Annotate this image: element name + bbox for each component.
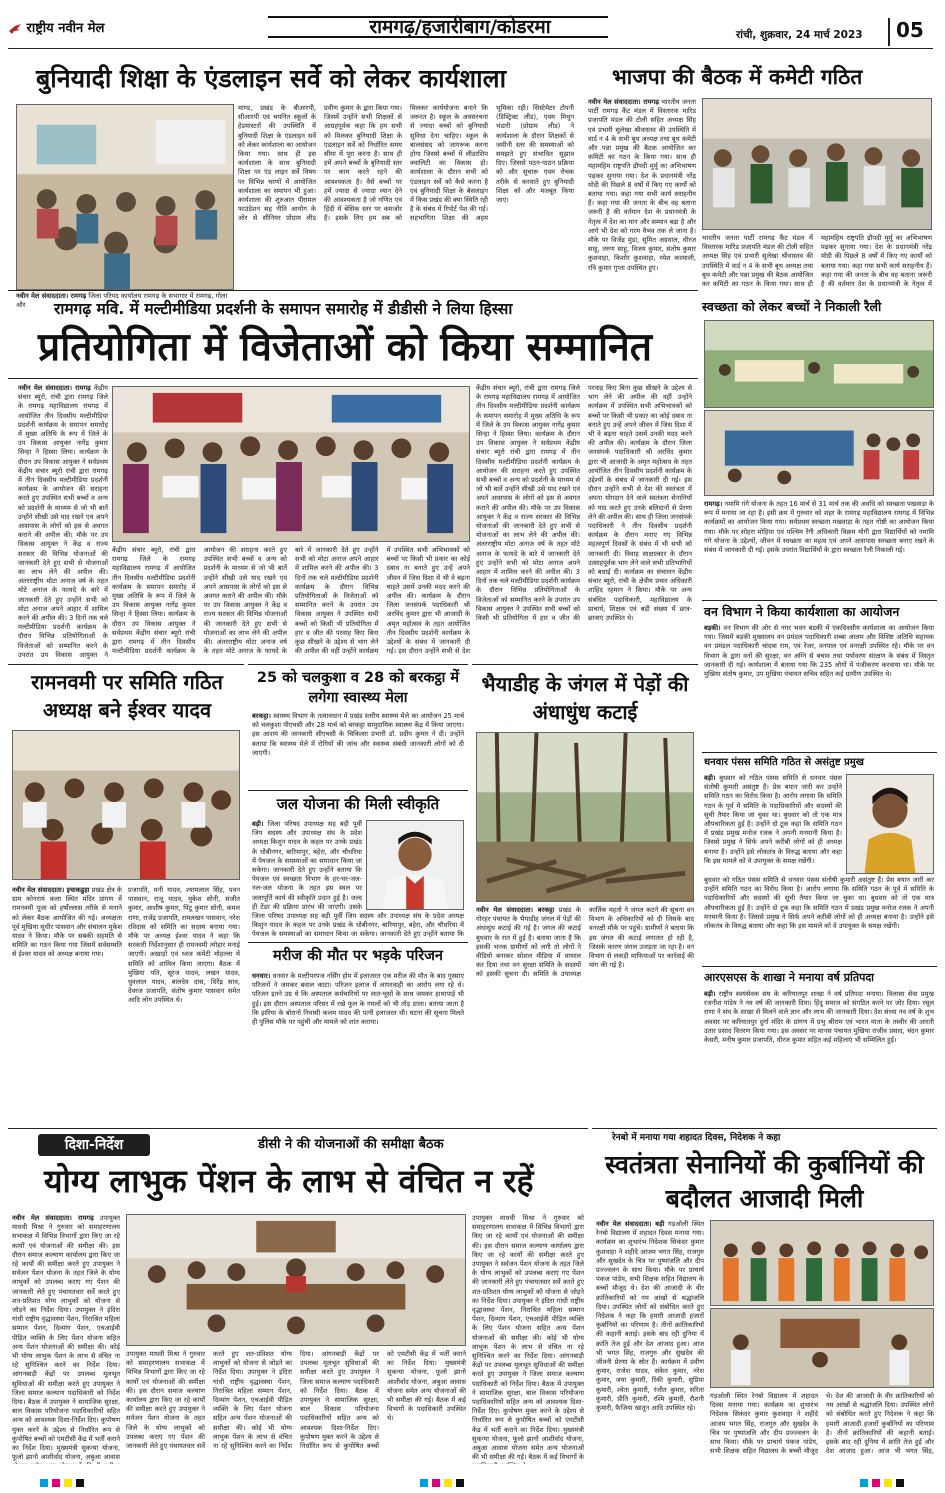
story-body: बड़की। वन विभाग की ओर से नगर भवन बड़की में एकदिवसीय कार्यशाला का आयोजन किया गया। जिसमें बड़की मुख्यालय वन प्रमंडल पदाधिकारी शब्बा आलम और विशिष्ट अतिथि सहायक वन प्रमंडल पदाधिकारी चांदबा राम, एवं रेंजर, वनपाल एवं वनरक्षी उपस्थित रहे। मौके पर वन विभाग के द्वारा वनों की सुरक्षा, वन अग्नि से बचाव तथा पर्यावरण संरक्षण के संबंध में विस्तृत जानकारी दी गई। कार्यशाला में बताया गया कि 235 लोगों में पंजीकरण करवाया था। मौके पर मुखिया संतोष कुमार, उप मुखिया पंचायत सचिव सहित कई ग्रामीण उपस्थित थे। [704, 624, 934, 679]
story-top-rule [702, 752, 937, 753]
story-top-rule [248, 664, 468, 665]
story-top-rule [8, 1128, 588, 1129]
story-top-rule [248, 942, 468, 943]
story-pension-review [8, 1128, 588, 1468]
story-ramnavami-committee [8, 664, 244, 1124]
story-body: माण्ड, प्रखंड के बीआरपी, सीआरपी एवं चयनित स्कूलों के हेडमास्टरों की उपस्थिति में बुनियादी शिक्षा के एंडलाइन सर्वे को लेकर कार्यशाला का आयोजन किया गया। साथ ही इस कार्यशाला के साथ बुनियादी शिक्षा पर एंड लाइन सर्वे विषय पर विभिन्न चरणों में आयोजित कार्यशाला का समापन भी हुआ। कार्यशाला की शुरुआत पीरामल फाउंडेशन सह नीति आयोग के ओर से सीनियर प्रोग्राम लीड प्रवीण कुमार के द्वारा किया गया। जिसमें उन्होंने सभी शिक्षकों से आग्रहपूर्वक कहा कि हम सभी को मिलकर बुनियादी शिक्षा के एंडलाइन सर्वे को निर्धारित समय सीमा में पूरा करना है। साथ ही हमें अपने बच्चों के बुनियादी स्तर पर काम करते रहने की आवश्यकता है। वैसे बच्चों पर हमें ज्यादा से ज्यादा ध्यान देने की आवश्यकता है जो गणित एवं हिंदी में बेसिक स्तर पर कमजोर हैं। इसके लिए हम सब को मिलकर कार्ययोजना बनाने कि जरूरत है। स्कूल के अवसंरचना से ज्यादा बच्चों को बुनियादी सुविधा देना चाहिए। स्कूल के बालसंसद को जागरूक करना होगा जिससे बच्चों में लीडरशिप क्वालिटी का विकास हो। कार्यशाला के दौरान सभी को एंडलाइन सर्वे को कैसे करना है एवं बुनियादी शिक्षा के बेसलाइन में किस प्रखंड की क्या स्थिति रही है के संबंध में रिपोर्ट पेश की गई। सहभागिता शिक्षा की अहम भूमिका रही। सिस्टेमेटर टोपनी (डिस्ट्रिक्ट लीड), एवम मिथुन भंडारी (प्रोग्राम लीड) ने कार्यशाला के दौरान शिक्षकों से जमीनी स्तर की समस्याओं को समझते हुए संभावित सुझाव दिए। जिससे पठन-पाठन प्रक्रिया को और सुचारू एवम रोचक तरीके से करवाते हुए बुनियादी शिक्षा को और मजबूत किया जाए। [238, 104, 574, 223]
story-headline: मरीज की मौत पर भड़के परिजन [273, 948, 443, 964]
story-body-col1: नवीन मेल संवाददाता। बड़ी गड़ओली स्थित रेनबो विद्यालय में शहादत दिवस मनाया गया। कार्यक्रम का शुभारंभ निदेशक सिकंदर कुमार कुशवाहा ने शहीदे आजम भगत सिंह, राजगुरु और सुखदेव के चित्र पर पुष्पांजलि और दीप प्रज्ज्वलन के साथ किया। मौके पर प्राचार्य पंकज पांडेय, सभी शिक्षक सहित विद्यालय के बच्चों मौजूद थे। देश की आजादी के वीर क्रांतिकारियों को नम आंखों से श्रद्धांजलि दिया। उपस्थित लोगों को संबोधित करते हुए निदेशक ने कहा कि हमारी आजादी हजारों कुर्बानियों का परिणाम है। तीनों क्रांतिकारियों की कहानी बताई। इसके बाद रही दुनिया में क्रांति तेज हुई और देश आजाद हुआ। आज भी भगत सिंह, राजगुरु और सुखदेव की जीवनी प्रेरणा के स्रोत हैं। कार्यक्रम में प्रवीण कुमार, राजेश यादव, संकेत कुमार, नरेश कुमार, जया कुमारी, रिंकी कुमारी, सुप्रिया कुमारी, श्वेता कुमारी, रंजीत कुमार, सरिता कुमारी, प्रीति कुमारी, रश्मि कुमारी, रौशनी कुमारी, फैजिया खातून आदि उपस्थित रहे। [596, 1220, 704, 1413]
story-body: धनवार। धनवार के मल्टीपरपज नर्सिंग होम में इलाजरत एक मरीज की मौत के बाद गुस्साए परिजनों ने जमकर बवाल काटा। परिजन इलाज में लापरवाही का आरोप लगा रहे थे। परिजन इतने उग्र थे कि अस्पताल कर्मचारियों पर लात-घूसों के साथ जमकर हाथापाई भी हुई। इस दौरान अस्पताल परिसर में रखे फूल के गमलों को भी तोड़ डाला। बताया जाता है कि झरिया के बोरानो निवासी कलम यादव की पत्नी इलाजरत थी। घटना की सूचना मिलते ही पुलिस मौके पर पहुंची और मामले को शांत कराया। [252, 972, 464, 1027]
story-headline: आरएसएस के शाखा ने मनाया वर्ष प्रतिपदा [704, 971, 875, 984]
story-headline: प्रतियोगिता में विजेताओं को किया सम्मानित [38, 325, 653, 370]
story-health-fair [248, 664, 468, 790]
story-top-rule [702, 600, 937, 601]
forest-photo [476, 732, 694, 902]
story-headline: बुनियादी शिक्षा के एंडलाइन सर्वे को लेकर कार्यशाला [36, 64, 507, 93]
story-headline: रामनवमी पर समिति गठित अध्यक्ष बने ईश्वर यादव [31, 670, 223, 722]
portrait-photo [366, 820, 464, 910]
story-body-col2: प्रजापति, मनी यादव, श्यामलाल सिंह, पवन पासवान, राजू यादव, मुकेश सोनी, संजीत कुमार, आशीष कुमार, पिंटू कुमार सोनी, कमल राणा, राजेंद्र प्रजापति, रामलखन पासवान, नरेश रविदास को समिति का सदस्य बनाया गया। मौके पर अध्यक्ष ईश्वर यादव ने कहा कि सरकारी निर्देशानुसार ही रामनवमी त्योहार मनाई जाएगी। अखाड़ों एवं ध्वज कमेटी मोहल्ला में समिति को शामिल किया जाएगा। बैठक में मुखिया पति, सूरज यादव, लखन यादव, धुवलाल यादव, बालदेव दास, धिरेंद्र साव, देवरज प्रजापति, संतोष कुमार पासवान समेत आदि लोग उपस्थित थे। [128, 886, 240, 1005]
story-top-rule [248, 790, 468, 791]
story-rss-shakha [702, 966, 937, 1124]
meeting-photo [12, 730, 240, 880]
story-headline: भाजपा की बैठक में कमेटी गठित [612, 65, 863, 89]
story-continuation: बुधवार को गठित पंसस समिति से धनवार पंसस संतोषी कुमारी असंतुष्ट हैं। प्रेस बयान जारी कर उन्होंने समिति गठन का विरोध किया है। आरोप लगाया कि समिति गठन के पूर्व में समिति के पदाधिकारियों और सदस्यों की सूची तैयार किया जा चुका था। बुधवार को तो एक मात्र औपचारिकता हुई है। उन्होंने दो टूक कहा कि समिति गठन में प्रखंड प्रमुख मनोज रजक ने अपनी मनमानी किया है। जिससे प्रमुख ने सिर्फ अपने करीबी लोगों को ही अध्यक्ष बनाया है। उन्होंने इसे लोकतंत्र के विरुद्ध बताया और कहा कि इस मामले को वे उपायुक्त के समक्ष रखेंगी। [704, 876, 934, 931]
ceremony-photo-top [710, 1220, 934, 1306]
page-number: 05 [896, 18, 924, 42]
story-top-rule [8, 290, 698, 291]
rally-photo-top [704, 320, 934, 408]
story-multimedia-exhibition [8, 290, 698, 662]
story-body-col1: नवीन मेल संवाददाता। रामगढ़ उपायुक्त माधवी मिश्रा ने गुरुवार को समाहरणालय सभाकक्ष में विभिन्न विभागों द्वारा किए जा रहे कार्यों एवं योजनाओं की समीक्षा की। इस दौरान समाज कल्याण कार्यालय द्वारा किए जा रहे कार्यों की समीक्षा करते हुए उपायुक्त ने सर्वजन पेंशन योजना के तहत जिले के योग्य लाभुकों को उपलब्ध कराए गए पेंशन की जानकारी लेते हुए पंचायतवार सर्वे करते हुए शत-प्रतिशत योग्य लाभुकों को योजना से जोड़ने का निर्देश दिया। उपायुक्त ने इंदिरा गांधी राष्ट्रीय वृद्धावस्था पेंशन, निराश्रित महिला सम्मान पेंशन, दिव्यांग पेंशन, एचआईवी पीड़ित व्यक्ति के लिए पेंशन योजना सहित अन्य पेंशन योजनाओं की समीक्षा की। कोई भी योग्य लाभुक पेंशन के लाभ से वंचित ना रहे सुनिश्चित करने का निर्देश दिया। आंगनबाड़ी केंद्रों पर उपलब्ध मूलभूत सुविधाओं की समीक्षा करते हुए उपायुक्त ने जिला समाज कल्याण पदाधिकारी को निर्देश दिया। बैठक में उपायुक्त ने सामाजिक सुरक्षा, बाल विकास परियोजना पदाधिकारियों सहित अन्य को आवश्यक दिशा-निर्देश दिए। कुपोषण मुक्त करने के उद्देश्य से निर्धारित रूप से कुपोषित बच्चों को एमटीसी केंद्र में भर्ती कराने का निर्देश दिया। मुख्यमंत्री सुकन्या योजना, फूलो झानो आशीर्वाद योजना, अबुआ आवास [12, 1214, 120, 1462]
story-body: बड़ी। राष्ट्रीय स्वयंसेवक संघ के करियातपुर शाखा ने वर्ष प्रतिपदा मनाया। विलासा सेवा प्रमुख रजनीश पांडेय ने नव वर्ष की जानकारी दिया। हिंदु समाज को संगठित करने पर जोर दिया। रसूल राणा ने संघ के शाखा से मिलने वाले ज्ञान और लाभ की जानकारी दिया। देश संध्या नव वर्ष के शुभ अवसर पर करियातपुर दुर्गा मंदिर के प्रांगण में प्रभु श्रीराम एवं भारत माता के तस्वीर की आरती उतार प्रसाद वितरण किया गया। इस अवसर पर मानस पंचायत मुखिया राजीव प्रसाद, चंदन कुमार केसरी, मनीष कुमार प्रजापति, धीरज कुमार सहित कई महिलाएं भी सम्मिलित हुईं। [704, 990, 934, 1045]
bird-icon [8, 23, 22, 35]
story-headline: वन विभाग ने किया कार्यशाला का आयोजन [704, 604, 900, 619]
story-body: नवीन मेल संवाददाता। रामगढ़ भारतीय जनता पार्टी रामगढ़ कैंट मंडल में विस्तारक मारिड प्रजापति मंडल की टोली सहित अध्यक्ष सिंह एवं प्रभारी सुलेखा श्रीवास्तव की उपस्थिति में वार्ड न 4 के सभी बूथ अध्यक्ष तथा बूथ कमेटी और पन्ना प्रमुख की बैठक आयोजित कर कमिटी का गठन के किया गया। साथ ही महामहिम राष्ट्रपति द्रौपदी मुर्मू का अभिभाषण पढ़कर सुनाया गया। देश के प्रधानमंत्री नरेंद्र मोदी की पिछले 8 वर्षों में किए गए कार्यों को बताया गया। कहा गया सभी कार्य सराहनीय हैं। कहा गया की जनता के बीच वह बताना जरूरी है की वर्तमान देश के प्रधानमंत्री के नेतृत्व में देश का मान और सम्मान बढ़ा है और आगे भी देश को गरम वैभव तक ले जाना है। मौके पर विजेंद्र मुंडा, सुमित अग्रवाल, धीरज साहू, तरुण साहू, विजय कुमार, संतोष कुमार कुशवाहा, किशोर कुशवाहा, रमेश करमाली, रवि कुमार गुप्ता उपस्थित हुए। [588, 98, 696, 272]
headline-rule [8, 378, 698, 379]
story-headline: स्वच्छता को लेकर बच्चों ने निकाली रैली [702, 299, 882, 314]
story-cleanliness-rally [702, 290, 937, 600]
story-body-cols: उपायुक्त माधवी मिश्रा ने गुरुवार को समाहरणालय सभाकक्ष में विभिन्न विभागों द्वारा किए जा रहे कार्यों एवं योजनाओं की समीक्षा की। इस दौरान समाज कल्याण कार्यालय द्वारा किए जा रहे कार्यों की समीक्षा करते हुए उपायुक्त ने सर्वजन पेंशन योजना के तहत जिले के योग्य लाभुकों को उपलब्ध कराए गए पेंशन की जानकारी लेते हुए पंचायतवार सर्वे करते हुए शत-प्रतिशत योग्य लाभुकों को योजना से जोड़ने का निर्देश दिया। उपायुक्त ने इंदिरा गांधी राष्ट्रीय वृद्धावस्था पेंशन, निराश्रित महिला सम्मान पेंशन, दिव्यांग पेंशन, एचआईवी पीड़ित व्यक्ति के लिए पेंशन योजना सहित अन्य पेंशन योजनाओं की समीक्षा की। कोई भी योग्य लाभुक पेंशन के लाभ से वंचित ना रहे सुनिश्चित करने का निर्देश दिया। आंगनबाड़ी केंद्रों पर उपलब्ध मूलभूत सुविधाओं की समीक्षा करते हुए उपायुक्त ने जिला समाज कल्याण पदाधिकारी को निर्देश दिया। बैठक में उपायुक्त ने सामाजिक सुरक्षा, बाल विकास परियोजना पदाधिकारियों सहित अन्य को आवश्यक दिशा-निर्देश दिए। कुपोषण मुक्त करने के उद्देश्य से निर्धारित रूप से कुपोषित बच्चों को एमटीसी केंद्र में भर्ती कराने का निर्देश दिया। मुख्यमंत्री सुकन्या योजना, फूलो झानो आशीर्वाद योजना, अबुआ आवास योजना समेत अन्य योजनाओं की भी समीक्षा की गई। बैठक में कई विभागों के पदाधिकारी उपस्थित थे। [126, 1350, 466, 1451]
review-meeting-photo [126, 1214, 466, 1346]
story-body: बड़ी। बुधवार को गठित पंसस समिति से धनवार पंसस संतोषी कुमारी असंतुष्ट हैं। प्रेस बयान जारी कर उन्होंने समिति गठन का विरोध किया है। आरोप लगाया कि समिति गठन के पूर्व में समिति के पदाधिकारियों और सदस्यों की सूची तैयार किया जा चुका था। बुधवार को तो एक मात्र औपचारिकता हुई है। उन्होंने दो टूक कहा कि समिति गठन में प्रखंड प्रमुख मनोज रजक ने अपनी मनमानी किया है। जिससे प्रमुख ने सिर्फ अपने करीबी लोगों को ही अध्यक्ष बनाया है। उन्होंने इसे लोकतंत्र के विरुद्ध बताया और कहा कि इस मामले को वे उपायुक्त के समक्ष रखेंगी। [704, 774, 842, 865]
story-kicker: डीसी ने की योजनाओं की समीक्षा बैठक [258, 1137, 444, 1152]
rally-photo-bottom [704, 410, 934, 496]
story-tree-felling [472, 664, 698, 1124]
masthead-rule [8, 48, 933, 49]
workshop-photo [16, 104, 234, 290]
story-kicker: रामगढ़ मवि. में मल्टीमीडिया प्रदर्शनी के समापन समारोह में डीडीसी ने लिया हिस्सा [54, 300, 513, 318]
story-headline: स्वतंत्रता सेनानियों की कुर्बानियों की बदौलत आजादी मिली [605, 1150, 924, 1213]
story-headline: धनवार पंसस समिति गठित से असंतुष्ट प्रमुख [704, 757, 864, 768]
story-body-right: केंद्रीय संचार ब्यूरो, रांची द्वारा रामगढ़ जिले के रामगढ़ महाविद्यालय रामगढ़ में आयोजित तीन दिवसीय मल्टीमीडिया प्रदर्शनी कार्यक्रम के समापन समारोह में मुख्य अतिथि के रूप में जिले के उप विकास आयुक्त नागेंद्र कुमार सिन्हा ने हिस्सा लिया। कार्यक्रम के दौरान उप विकास आयुक्त ने सर्वप्रथम केंद्रीय संचार ब्यूरो रांची द्वारा रामगढ़ में तीन दिवसीय मल्टीमीडिया प्रदर्शनी कार्यक्रम के आयोजन की सराहना करते हुए उपस्थित सभी बच्चों व अन्य को प्रदर्शनी के माध्यम से जो भी बातें उन्होंने सीखी उसे याद रखने एवं अपने आसपास के लोगों को इस से अवगत कराने की अपील की। मौके पर उप विकास आयुक्त ने केंद्र व राज्य सरकार की विभिन्न योजनाओं की जानकारी देते हुए सभी से योजनाओं का लाभ लेने की अपील की। अंतरराष्ट्रीय मोटा अनाज वर्ष के तहत मोटे अनाज के फायदे के बारे में जानकारी देते हुए उन्होंने सभी को मोटा अनाज अपने आहार में शामिल करने की अपील की। 3 दिनों तक चले मल्टीमीडिया प्रदर्शनी कार्यक्रम के दौरान विभिन्न प्रतियोगिताओं के विजेताओं को सम्मानित करने के उपरांत उप विकास आयुक्त ने उपस्थित सभी बच्चों को किसी भी प्रतियोगिता में हार व जीत की परवाह किए बिना कुछ सीखने के उद्देश्य से भाग लेने की अपील की वहीं उन्होंने कार्यक्रम में उपस्थित सभी अभिभावकों को बच्चों पर किसी भी प्रकार का कोई दबाव ना बनाते हुए उन्हें अपने जीवन में जिस दिशा में भी वे बढ़ना चाहते उसमें उनकी मदद करने की अपील की। कार्यक्रम के दौरान जिला जनसंपर्क पदाधिकारी श्री अरविंद कुमार द्वारा भी आजादी के अमृत महोत्सव के तहत आयोजित तीन दिवसीय प्रदर्शनी कार्यक्रम के उद्देश्यों के संबंध में जानकारी दी गई। इस दौरान उन्होंने सभी से देश की स्वतंत्रता में अपना योगदान देने वाले स्वतंत्रता सेनानियों को याद करते हुए उनके बलिदानों से प्रेरणा लेने की अपील की। साथ ही जिला जनसंपर्क पदाधिकारी ने तीन दिवसीय प्रदर्शनी कार्यक्रम के दौरान मनाए गए विभिन्न महत्वपूर्ण दिवसों के संबंध में भी सभी को जानकारी दी। विवाह साक्षात्कार के दौरान उत्साहपूर्वक भाग लेने वाले सभी प्रतिभागियों को बधाई दी। कार्यक्रम का संचालन केंद्रीय संचार ब्यूरो, रांची के क्षेत्रीय प्रचार अधिकारी शाहिद रहमान ने किया। मौके पर अन्य संबंधित पदाधिकारी, महाविद्यालय के प्राचार्य, शिक्षक एवं बड़ी संख्या में छात्र-छात्राएं उपस्थित थे। [476, 384, 692, 623]
story-dhanwar-committee [702, 752, 937, 966]
portrait-photo [846, 774, 934, 874]
story-body-right: उपायुक्त माधवी मिश्रा ने गुरुवार को समाहरणालय सभाकक्ष में विभिन्न विभागों द्वारा किए जा रहे कार्यों एवं योजनाओं की समीक्षा की। इस दौरान समाज कल्याण कार्यालय द्वारा किए जा रहे कार्यों की समीक्षा करते हुए उपायुक्त ने सर्वजन पेंशन योजना के तहत जिले के योग्य लाभुकों को उपलब्ध कराए गए पेंशन की जानकारी लेते हुए पंचायतवार सर्वे करते हुए शत-प्रतिशत योग्य लाभुकों को योजना से जोड़ने का निर्देश दिया। उपायुक्त ने इंदिरा गांधी राष्ट्रीय वृद्धावस्था पेंशन, निराश्रित महिला सम्मान पेंशन, दिव्यांग पेंशन, एचआईवी पीड़ित व्यक्ति के लिए पेंशन योजना सहित अन्य पेंशन योजनाओं की समीक्षा की। कोई भी योग्य लाभुक पेंशन के लाभ से वंचित ना रहे सुनिश्चित करने का निर्देश दिया। आंगनबाड़ी केंद्रों पर उपलब्ध मूलभूत सुविधाओं की समीक्षा करते हुए उपायुक्त ने जिला समाज कल्याण पदाधिकारी को निर्देश दिया। बैठक में उपायुक्त ने सामाजिक सुरक्षा, बाल विकास परियोजना पदाधिकारियों सहित अन्य को आवश्यक दिशा-निर्देश दिए। कुपोषण मुक्त करने के उद्देश्य से निर्धारित रूप से कुपोषित बच्चों को एमटीसी केंद्र में भर्ती कराने का निर्देश दिया। मुख्यमंत्री सुकन्या योजना, फूलो झानो आशीर्वाद योजना, अबुआ आवास योजना समेत अन्य योजनाओं की भी समीक्षा की गई। बैठक में कई विभागों के [472, 1214, 584, 1462]
photo-caption: नवीन मेल संवाददाता। रामगढ़ जिला परियद कार्यालय रामगढ़ के सभागार में रामगढ़, गोला और [16, 292, 228, 309]
story-top-rule [592, 1128, 937, 1129]
story-headline: योग्य लाभुक पेंशन के लाभ से वंचित न रहें [44, 1162, 534, 1200]
story-body-cols: गड़ओली स्थित रेनबो विद्यालय में शहादत दिवस मनाया गया। कार्यक्रम का शुभारंभ निदेशक सिकंदर कुमार कुशवाहा ने शहीदे आजम भगत सिंह, राजगुरु और सुखदेव के चित्र पर पुष्पांजलि और दीप प्रज्ज्वलन के साथ किया। मौके पर प्राचार्य पंकज पांडेय, सभी शिक्षक सहित विद्यालय के बच्चों मौजूद थे। देश की आजादी के वीर क्रांतिकारियों को नम आंखों से श्रद्धांजलि दिया। उपस्थित लोगों को संबोधित करते हुए निदेशक ने कहा कि हमारी आजादी हजारों कुर्बानियों का परिणाम है। तीनों क्रांतिकारियों की कहानी बताई। इसके बाद रही दुनिया में क्रांति तेज हुई और देश आजाद हुआ। आज भी भगत सिंह, [710, 1392, 934, 1456]
story-tag-label: दिशा-निर्देश [64, 1137, 124, 1153]
story-top-rule [8, 664, 244, 665]
story-continuation: भारतीय जनता पार्टी रामगढ़ कैंट मंडल में विस्तारक मारिड प्रजापति मंडल की टोली सहित अध्यक्ष सिंह एवं प्रभारी सुलेखा श्रीवास्तव की उपस्थिति में वार्ड न 4 के सभी बूथ अध्यक्ष तथा बूथ कमेटी और पन्ना प्रमुख की बैठक आयोजित कर कमिटी का गठन के किया गया। साथ ही महामहिम राष्ट्रपति द्रौपदी मुर्मू का अभिभाषण पढ़कर सुनाया गया। देश के प्रधानमंत्री नरेंद्र मोदी की पिछले 8 वर्षों में किए गए कार्यों को बताया गया। कहा गया सभी कार्य सराहनीय हैं। कहा गया की जनता के बीच वह बताना जरूरी है की वर्तमान देश के प्रधानमंत्री के नेतृत्व में [702, 234, 932, 289]
page-number-divider [888, 18, 890, 46]
story-body: रामगढ़। नमामि गंगे योजना के तहत 16 मार्च से 31 मार्च तक की अवधि को स्वच्छता पखवाड़ा के रूप में मनाया जा रहा है। इसी क्रम में गुरुवार को शहर के रामगढ़ महाविद्यालय रामगढ़ में विभिन्न कार्यक्रमों का आयोजन किया गया। सर्वप्रथम स्वच्छता पखवाड़ा के तहत गोष्ठी का आयोजन किया गया। मौके पर सोहरा मोहिया एवं पश्चिम रेंगी अधिकारी विक्रम योगी द्वारा विद्यार्थियों को नमामि गंगे योजना के उद्देश्यों, जीवन में स्वच्छता का महत्व एवं अपने आसपास स्वच्छता बनाए रखने के संबंध में जानकारी दी गई। इसके उपरांत विद्यार्थियों के द्वारा स्वच्छता रैली निकाली गई। [704, 500, 934, 555]
story-body: बरकट्ठा। स्वास्थ्य विभाग के तत्वावधान में प्रखंड स्तरीय स्वास्थ्य मेले का आयोजन 25 मार्च को चलकुशा पीएचसी और 28 मार्च को बरकट्ठा सामुदायिक स्वास्थ्य केंद्र में किया जाएगा। इस आशय की जानकारी सीएचसी के चिकित्सा प्रभारी डॉ. प्रदीप कुमार ने दी। उन्होंने बताया कि स्वास्थ्य मेले में रोगियों की जांच और स्वास्थ्य संबंधी जानकारी लोगों को दी जाएगी। [252, 712, 464, 757]
story-top-rule [702, 966, 937, 967]
story-body-cols: केंद्रीय संचार ब्यूरो, रांची द्वारा रामगढ़ जिले के रामगढ़ महाविद्यालय रामगढ़ में आयोजित तीन दिवसीय मल्टीमीडिया प्रदर्शनी कार्यक्रम के समापन समारोह में मुख्य अतिथि के रूप में जिले के उप विकास आयुक्त नागेंद्र कुमार सिन्हा ने हिस्सा लिया। कार्यक्रम के दौरान उप विकास आयुक्त ने सर्वप्रथम केंद्रीय संचार ब्यूरो रांची द्वारा रामगढ़ में तीन दिवसीय मल्टीमीडिया प्रदर्शनी कार्यक्रम के आयोजन की सराहना करते हुए उपस्थित सभी बच्चों व अन्य को प्रदर्शनी के माध्यम से जो भी बातें उन्होंने सीखी उसे याद रखने एवं अपने आसपास के लोगों को इस से अवगत कराने की अपील की। मौके पर उप विकास आयुक्त ने केंद्र व राज्य सरकार की विभिन्न योजनाओं की जानकारी देते हुए सभी से योजनाओं का लाभ लेने की अपील की। अंतरराष्ट्रीय मोटा अनाज वर्ष के तहत मोटे अनाज के फायदे के बारे में जानकारी देते हुए उन्होंने सभी को मोटा अनाज अपने आहार में शामिल करने की अपील की। 3 दिनों तक चले मल्टीमीडिया प्रदर्शनी कार्यक्रम के दौरान विभिन्न प्रतियोगिताओं के विजेताओं को सम्मानित करने के उपरांत उप विकास आयुक्त ने उपस्थित सभी बच्चों को किसी भी प्रतियोगिता में हार व जीत की परवाह किए बिना कुछ सीखने के उद्देश्य से भाग लेने की अपील की वहीं उन्होंने कार्यक्रम में उपस्थित सभी अभिभावकों को बच्चों पर किसी भी प्रकार का कोई दबाव ना बनाते हुए उन्हें अपने जीवन में जिस दिशा में भी वे बढ़ना चाहते उसमें उनकी मदद करने की अपील की। कार्यक्रम के दौरान जिला जनसंपर्क पदाधिकारी श्री अरविंद कुमार द्वारा भी आजादी के अमृत महोत्सव के तहत आयोजित तीन दिवसीय प्रदर्शनी कार्यक्रम के उद्देश्यों के संबंध में जानकारी दी गई। इस दौरान उन्होंने सभी से देश [112, 546, 470, 656]
story-patient-death [248, 942, 468, 1124]
story-headline: भैयाडीह के जंगल में पेड़ों की अंधाधुंध कटाई [481, 672, 689, 724]
story-water-scheme [248, 790, 468, 942]
masthead [0, 0, 945, 50]
story-continuation: जिला परिषद उपाध्यक्ष सह बड़ी पूर्वी जिप सदस्य और उपाध्यक्ष संघ के प्रदेश अध्यक्ष किशुन यादव के कहल पर उनके प्रखंड के धोबीनगर, बारियापुर, बहेरा, और चौधरिया में पेयजल के समस्याओं का समाधान किया जा सकेगा। जानकारी देते हुए उन्होंने बताया कि [252, 912, 464, 939]
color-registration-strip [0, 1474, 945, 1486]
story-headline: 25 को चलकुशा व 28 को बरकट्ठा में लगेगा स्वास्थ्य मेला [256, 670, 460, 706]
story-body-col1: नवीन मेल संवाददाता। इचाकडुहा प्रखंड क्षेत्र के ग्राम कोनरायं कला स्थित मंदिर प्रांगण में रामनवमी पूजा को हर्षोल्लास तरीके से मनाने को लेकर बैठक आयोजित की गई। अध्यक्षता पूर्व मुखिया सुधीर पासवान और संचालन मुकेश यादव ने किया। मौके पर सबकी सहमति से समिति का गठन किया गया जिसमें सर्वसम्मति से ईश्वर यादव को अध्यक्ष बनाया गया। [12, 886, 122, 959]
story-top-rule [472, 664, 698, 665]
ceremony-photo-bottom [710, 1308, 934, 1388]
section-title: रामगढ़/हजारीबाग/कोडरमा [369, 16, 551, 38]
story-headline: जल योजना की मिली स्वीकृति [276, 795, 440, 813]
meeting-photo [702, 98, 932, 230]
story-body: नवीन मेल संवाददाता। बरकट्ठा प्रखंड के गोरहर पंचायत के भैयाडीह जंगल में पेड़ों की अंधाधुंध कटाई की गई है। जंगल की कटाई बुधवार के रात में हुई है। बताया जाता है कि इसकी भनक ग्रामीणों को लगी तो लोगों ने वीडियो बनाकर सोशल मीडिया में वायरल कर दिया तथा वन सुरक्षा समिति के सदस्यों को इसकी सूचना दी। समिति के उपाध्यक्ष कार्तिक महतो ने जंगल कटने की सूचना वन विभाग के अधिकारियों को दी जिसके बाद वनरक्षी मौके पर पहुंचे। ग्रामीणों ने बताया कि इस जंगल की कटाई लगातार हो रही है, जिसके कारण जंगल उजड़ता जा रहा है। वन विभाग से लकड़ी माफियाओं पर कार्रवाई की मांग की गई है। [476, 906, 694, 979]
logo: राष्ट्रीय नवीन मेल [8, 18, 104, 36]
prize-ceremony-photo [112, 386, 470, 542]
story-martyrs-day [592, 1128, 937, 1468]
story-bjp-meeting [582, 56, 937, 306]
story-kicker: रेनबो में मनाया गया शहादत दिवस, निदेशक ने कहा [612, 1133, 781, 1143]
story-forest-dept-workshop [702, 600, 937, 750]
story-body: बड़ी। जिला परिषद उपाध्यक्ष सह बड़ी पूर्वी जिप सदस्य और उपाध्यक्ष संघ के प्रदेश अध्यक्ष किशुन यादव के कहल पर उनके प्रखंड के धोबीनगर, बारियापुर, बहेरा, और चौधरिया में पेयजल के समस्याओं का समाधान किया जा सकेगा। जानकारी देते हुए उन्होंने बताया कि पेयजल एवं स्वच्छता विभाग के हर-घर-जल-नल-जल योजना के तहत इस स्थल पर जलापूर्ति कार्य की स्वीकृति प्रदान हुई है। जल्द ही टेंडर की प्रक्रिया प्रारंभ की जाएगी। उसके [252, 820, 362, 910]
dateline: रांची, शुक्रवार, 24 मार्च 2023 [736, 29, 863, 41]
story-body-col1: नवीन मेल संवाददाता। रामगढ़ केंद्रीय संचार ब्यूरो, रांची द्वारा रामगढ़ जिले के रामगढ़ महाविद्यालय रामगढ़ में आयोजित तीन दिवसीय मल्टीमीडिया प्रदर्शनी कार्यक्रम के समापन समारोह में मुख्य अतिथि के रूप में जिले के उप विकास आयुक्त नागेंद्र कुमार सिन्हा ने हिस्सा लिया। कार्यक्रम के दौरान उप विकास आयुक्त ने सर्वप्रथम केंद्रीय संचार ब्यूरो रांची द्वारा रामगढ़ में तीन दिवसीय मल्टीमीडिया प्रदर्शनी कार्यक्रम के आयोजन की सराहना करते हुए उपस्थित सभी बच्चों व अन्य को प्रदर्शनी के माध्यम से जो भी बातें उन्होंने सीखी उसे याद रखने एवं अपने आसपास के लोगों को इस से अवगत कराने की अपील की। मौके पर उप विकास आयुक्त ने केंद्र व राज्य सरकार की विभिन्न योजनाओं की जानकारी देते हुए सभी से योजनाओं का लाभ लेने की अपील की। अंतरराष्ट्रीय मोटा अनाज वर्ष के तहत मोटे अनाज के फायदे के बारे में जानकारी देते हुए उन्होंने सभी को मोटा अनाज अपने आहार में शामिल करने की अपील की। 3 दिनों तक चले मल्टीमीडिया प्रदर्शनी कार्यक्रम के दौरान विभिन्न प्रतियोगिताओं के विजेताओं को सम्मानित करने के उपरांत उप विकास आयुक्त ने [18, 384, 108, 659]
